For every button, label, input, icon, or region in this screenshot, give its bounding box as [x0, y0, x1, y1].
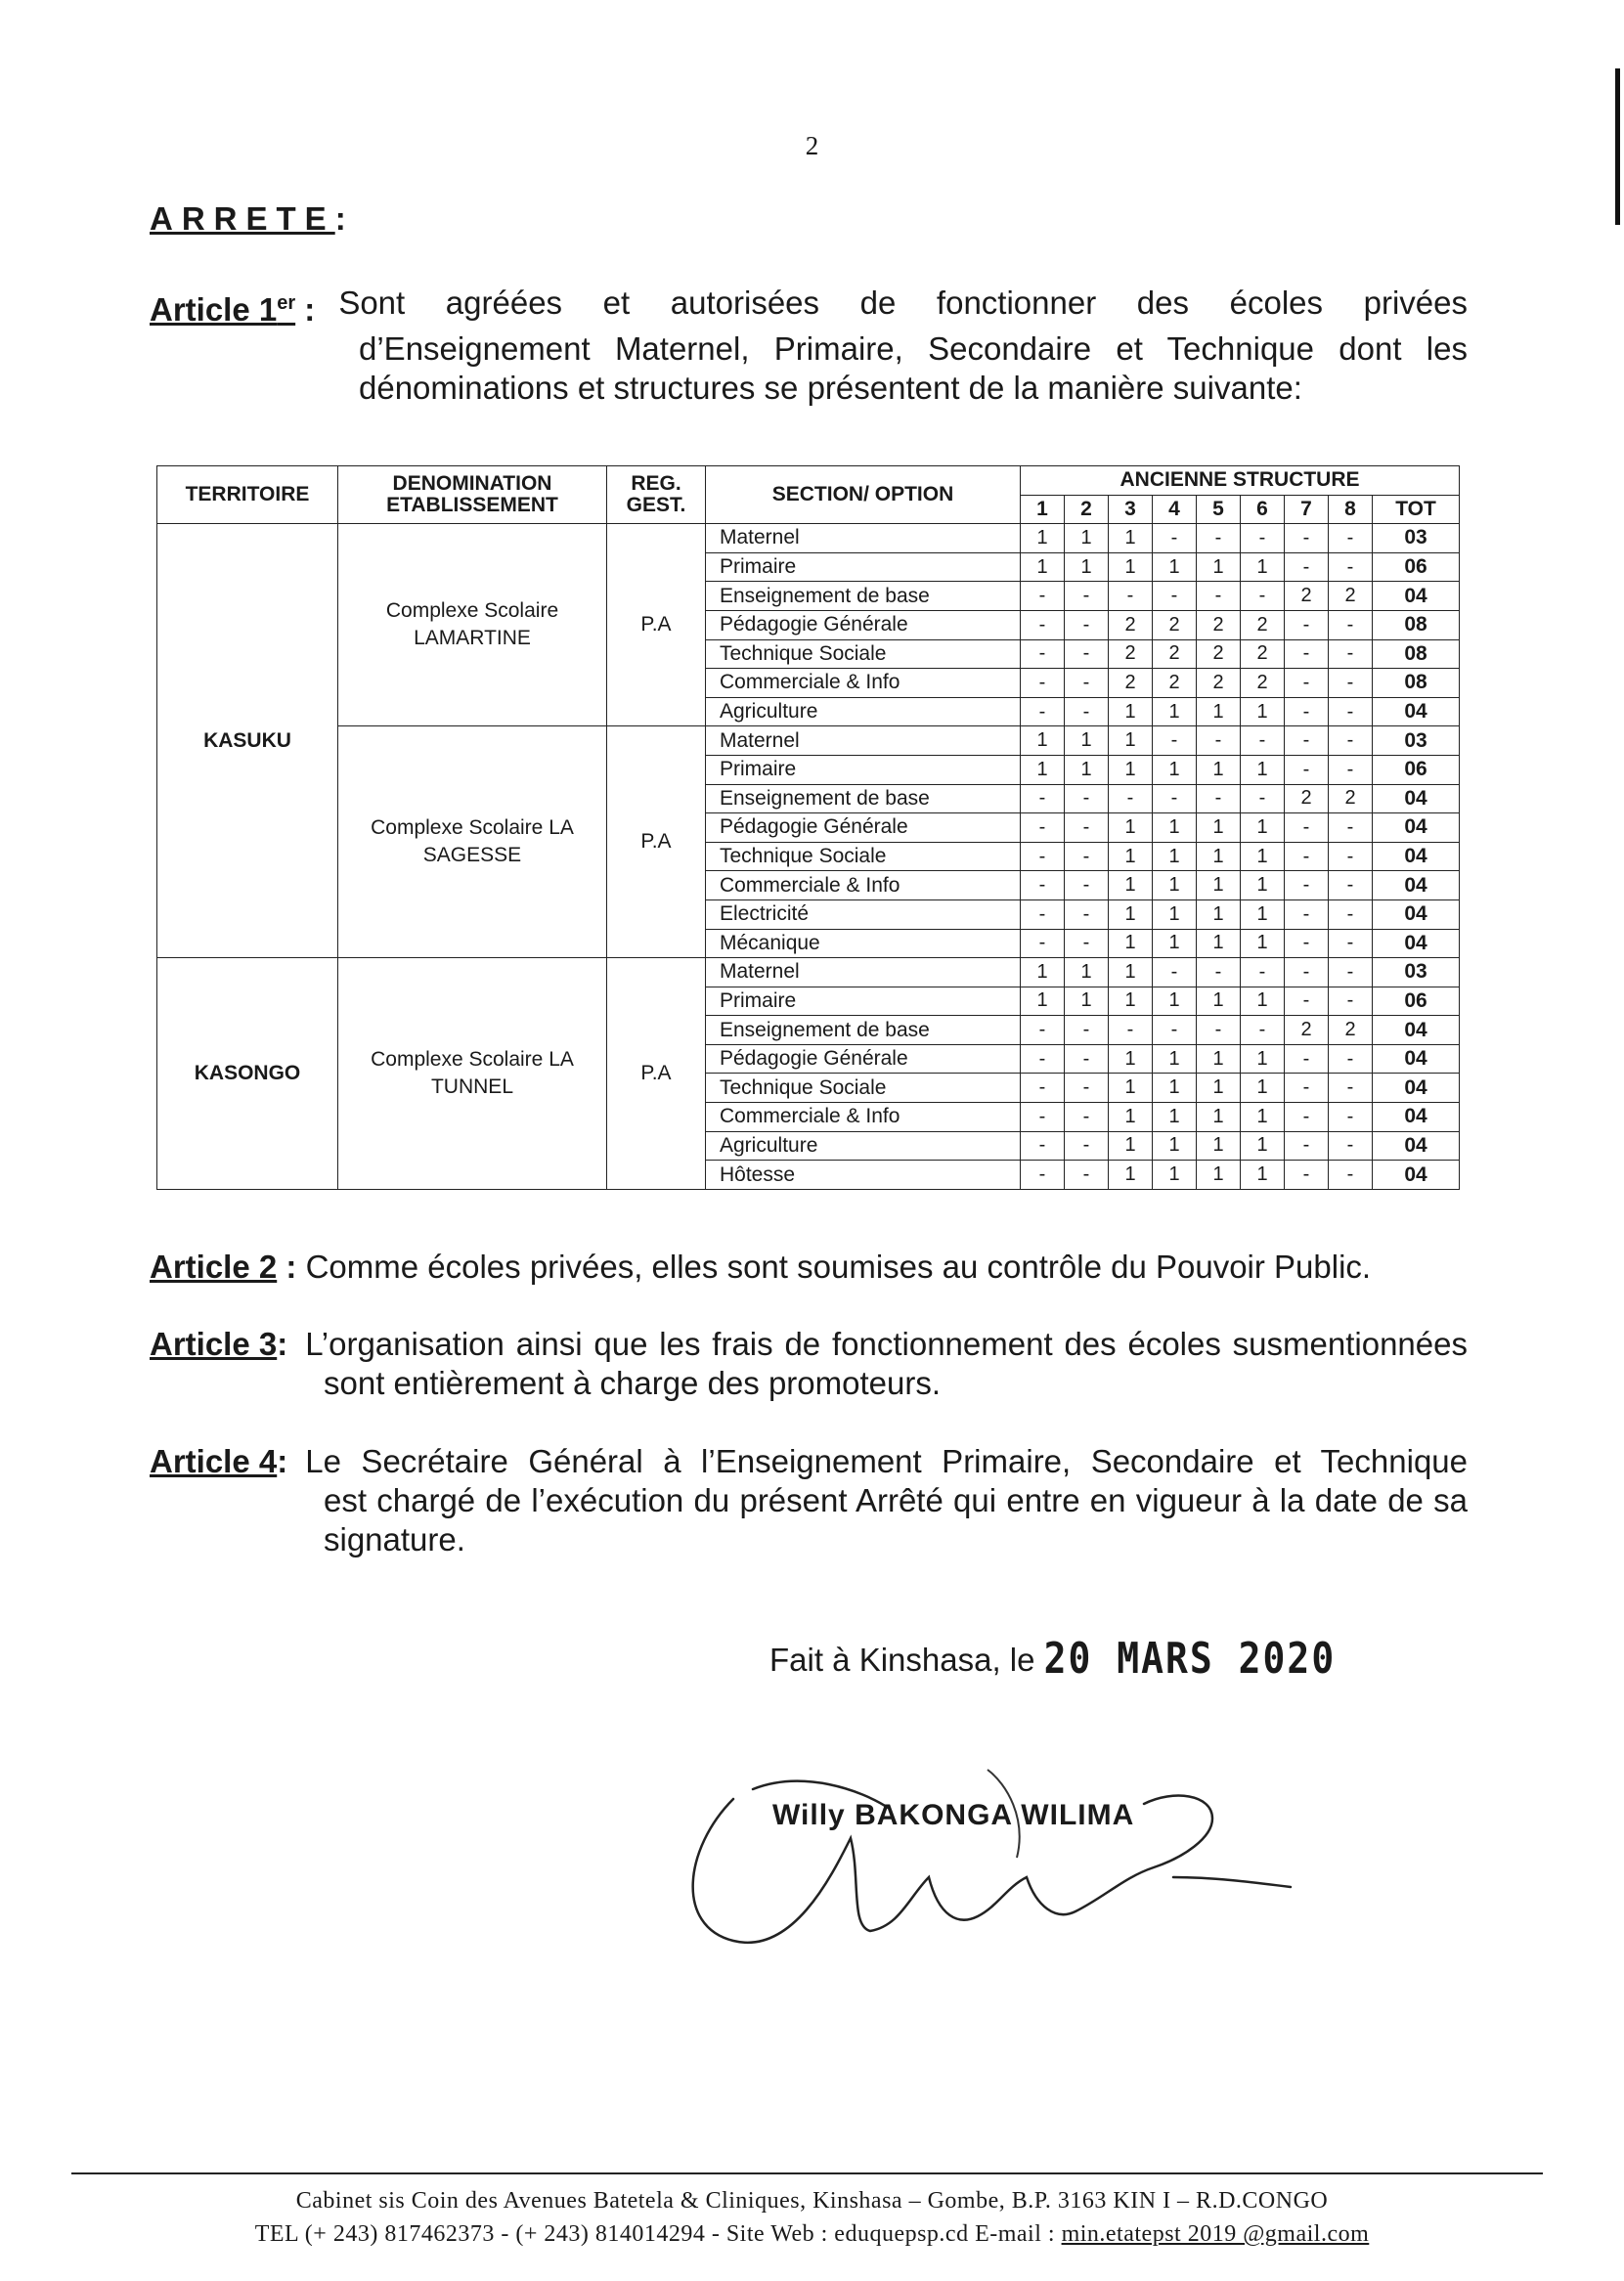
structure-cell-7: - [1285, 1103, 1329, 1132]
structure-cell-7: - [1285, 726, 1329, 756]
structure-cell-5: 1 [1197, 1131, 1241, 1161]
structure-table [156, 465, 1460, 1190]
structure-cell-4: - [1153, 1016, 1197, 1045]
section-option-cell: Maternel [706, 524, 1021, 553]
header-col-7: 7 [1285, 495, 1329, 524]
structure-cell-3: 1 [1109, 524, 1153, 553]
section-option-cell: Enseignement de base [706, 784, 1021, 813]
structure-cell-2: - [1065, 1016, 1109, 1045]
structure-cell-4: 1 [1153, 899, 1197, 929]
structure-cell-1: 1 [1021, 755, 1065, 784]
table-body [157, 524, 1460, 1190]
structure-cell-3: 1 [1109, 552, 1153, 582]
structure-cell-5: 1 [1197, 1044, 1241, 1074]
structure-cell-5: 2 [1197, 610, 1241, 639]
structure-cell-5: - [1197, 784, 1241, 813]
structure-cell-4: - [1153, 784, 1197, 813]
structure-cell-2: - [1065, 842, 1109, 871]
structure-cell-4: 1 [1153, 929, 1197, 958]
structure-cell-5: 1 [1197, 552, 1241, 582]
structure-cell-7: - [1285, 899, 1329, 929]
structure-cell-6: - [1241, 958, 1285, 987]
header-col-4: 4 [1153, 495, 1197, 524]
structure-cell-5: - [1197, 726, 1241, 756]
article-3-label: Article 3 [150, 1326, 278, 1362]
structure-cell-3: 1 [1109, 697, 1153, 726]
section-option-cell: Pédagogie Générale [706, 610, 1021, 639]
structure-cell-8: - [1329, 639, 1373, 669]
structure-cell-5: - [1197, 582, 1241, 611]
section-option-cell: Pédagogie Générale [706, 813, 1021, 843]
structure-cell-8: - [1329, 1044, 1373, 1074]
arrete-heading-colon: : [334, 200, 355, 237]
structure-cell-7: - [1285, 697, 1329, 726]
article-4-text: est chargé de l’exécution du présent Arrêté qui entre en vigueur à la date de sa signature. [324, 1482, 1468, 1557]
structure-cell-3: 1 [1109, 958, 1153, 987]
total-cell: 04 [1373, 871, 1460, 900]
structure-cell-6: 1 [1241, 1131, 1285, 1161]
section-option-cell: Hôtesse [706, 1161, 1021, 1190]
structure-cell-5: 1 [1197, 813, 1241, 843]
section-option-cell: Commerciale & Info [706, 871, 1021, 900]
structure-cell-6: 2 [1241, 610, 1285, 639]
footer-email-link[interactable]: min.etatepst 2019 @gmail.com [1061, 2221, 1370, 2247]
structure-cell-6: 2 [1241, 669, 1285, 698]
section-option-cell: Mécanique [706, 929, 1021, 958]
structure-cell-8: - [1329, 552, 1373, 582]
header-col-6: 6 [1241, 495, 1285, 524]
structure-cell-5: 1 [1197, 1074, 1241, 1103]
structure-cell-1: 1 [1021, 552, 1065, 582]
structure-cell-3: 2 [1109, 669, 1153, 698]
article-2-label: Article 2 [150, 1249, 278, 1285]
total-cell: 08 [1373, 610, 1460, 639]
structure-cell-8: - [1329, 929, 1373, 958]
article-4 [150, 1442, 1468, 1559]
total-cell: 04 [1373, 1074, 1460, 1103]
article-2-text: Comme écoles privées, elles sont soumises au contrôle du Pouvoir Public. [305, 1249, 1372, 1285]
structure-cell-2: - [1065, 610, 1109, 639]
section-option-cell: Maternel [706, 958, 1021, 987]
structure-cell-7: - [1285, 552, 1329, 582]
structure-cell-1: 1 [1021, 958, 1065, 987]
structure-cell-4: - [1153, 524, 1197, 553]
structure-cell-5: - [1197, 524, 1241, 553]
structure-cell-3: 1 [1109, 929, 1153, 958]
structure-cell-8: - [1329, 1131, 1373, 1161]
footer-address: Cabinet sis Coin des Avenues Batetela & Cliniques, Kinshasa – Gombe, B.P. 3163 KIN I – R.D.CONGO [295, 2188, 1329, 2214]
total-cell: 08 [1373, 639, 1460, 669]
arrete-heading-text: ARRETE [150, 200, 335, 237]
table-row [157, 958, 1460, 987]
total-cell: 04 [1373, 899, 1460, 929]
structure-cell-7: - [1285, 669, 1329, 698]
section-option-cell: Technique Sociale [706, 842, 1021, 871]
territory-cell: KASUKU [157, 524, 338, 958]
structure-cell-1: - [1021, 1044, 1065, 1074]
structure-cell-6: - [1241, 582, 1285, 611]
header-denomination: DENOMINATION ETABLISSEMENT [338, 466, 607, 524]
structure-cell-7: - [1285, 813, 1329, 843]
structure-cell-4: 1 [1153, 1131, 1197, 1161]
structure-cell-6: 1 [1241, 755, 1285, 784]
structure-cell-4: 1 [1153, 813, 1197, 843]
structure-cell-7: - [1285, 1044, 1329, 1074]
section-option-cell: Commerciale & Info [706, 1103, 1021, 1132]
structure-cell-4: 1 [1153, 987, 1197, 1016]
structure-cell-7: - [1285, 1131, 1329, 1161]
structure-cell-5: 1 [1197, 987, 1241, 1016]
structure-cell-2: - [1065, 639, 1109, 669]
page-number: 2 [805, 131, 819, 160]
structure-cell-1: - [1021, 669, 1065, 698]
reg-gest-cell: P.A [607, 726, 706, 958]
footer-contacts-text: TEL (+ 243) 817462373 - (+ 243) 814014294 - Site Web : eduquepsp.cd E-mail : [254, 2221, 1056, 2247]
section-option-cell: Primaire [706, 755, 1021, 784]
section-option-cell: Primaire [706, 552, 1021, 582]
structure-cell-3: 1 [1109, 1103, 1153, 1132]
signatory-name: Willy BAKONGA WILIMA [772, 1799, 1135, 1831]
section-option-cell: Enseignement de base [706, 1016, 1021, 1045]
structure-cell-4: 1 [1153, 697, 1197, 726]
article-3 [150, 1325, 1468, 1403]
structure-cell-2: - [1065, 669, 1109, 698]
structure-cell-8: - [1329, 842, 1373, 871]
structure-cell-4: 2 [1153, 639, 1197, 669]
total-cell: 04 [1373, 813, 1460, 843]
structure-cell-4: 2 [1153, 610, 1197, 639]
structure-cell-3: 1 [1109, 871, 1153, 900]
structure-cell-8: - [1329, 813, 1373, 843]
total-cell: 04 [1373, 842, 1460, 871]
structure-cell-3: 1 [1109, 726, 1153, 756]
total-cell: 04 [1373, 1131, 1460, 1161]
structure-cell-6: 1 [1241, 1074, 1285, 1103]
structure-cell-6: - [1241, 784, 1285, 813]
structure-cell-8: - [1329, 610, 1373, 639]
fait-a-line [769, 1633, 1337, 1684]
total-cell: 04 [1373, 582, 1460, 611]
structure-cell-1: - [1021, 1161, 1065, 1190]
structure-cell-8: - [1329, 755, 1373, 784]
structure-cell-3: 1 [1109, 1074, 1153, 1103]
structure-cell-1: - [1021, 842, 1065, 871]
footer-contacts [0, 2221, 1624, 2248]
reg-gest-cell: P.A [607, 524, 706, 726]
structure-cell-4: 1 [1153, 842, 1197, 871]
structure-cell-5: - [1197, 1016, 1241, 1045]
structure-cell-8: - [1329, 697, 1373, 726]
structure-cell-5: 2 [1197, 639, 1241, 669]
structure-cell-6: 2 [1241, 639, 1285, 669]
section-option-cell: Technique Sociale [706, 1074, 1021, 1103]
structure-cell-6: 1 [1241, 871, 1285, 900]
header-col-8: 8 [1329, 495, 1373, 524]
structure-cell-6: 1 [1241, 1103, 1285, 1132]
structure-cell-6: - [1241, 1016, 1285, 1045]
total-cell: 06 [1373, 987, 1460, 1016]
structure-cell-7: - [1285, 842, 1329, 871]
structure-cell-1: - [1021, 899, 1065, 929]
header-col-2: 2 [1065, 495, 1109, 524]
structure-cell-5: 1 [1197, 929, 1241, 958]
structure-cell-8: - [1329, 524, 1373, 553]
structure-cell-6: 1 [1241, 842, 1285, 871]
arrete-heading [150, 200, 355, 238]
header-col-3: 3 [1109, 495, 1153, 524]
structure-cell-1: - [1021, 582, 1065, 611]
structure-cell-8: - [1329, 987, 1373, 1016]
structure-cell-1: - [1021, 697, 1065, 726]
school-name-cell: Complexe Scolaire LA TUNNEL [338, 958, 607, 1190]
total-cell: 03 [1373, 524, 1460, 553]
header-col-tot: TOT [1373, 495, 1460, 524]
footer-divider [71, 2172, 1543, 2174]
structure-cell-3: 1 [1109, 1131, 1153, 1161]
section-option-cell: Electricité [706, 899, 1021, 929]
article-1 [150, 284, 1468, 408]
header-territoire: TERRITOIRE [157, 466, 338, 524]
structure-cell-3: 1 [1109, 813, 1153, 843]
structure-cell-4: 2 [1153, 669, 1197, 698]
structure-cell-2: - [1065, 1044, 1109, 1074]
structure-cell-8: - [1329, 958, 1373, 987]
article-1-colon: : [295, 291, 316, 328]
total-cell: 04 [1373, 1016, 1460, 1045]
structure-cell-2: - [1065, 1103, 1109, 1132]
structure-cell-1: - [1021, 871, 1065, 900]
article-3-text: sont entièrement à charge des promoteurs. [324, 1365, 942, 1401]
structure-cell-2: 1 [1065, 958, 1109, 987]
structure-cell-2: - [1065, 871, 1109, 900]
structure-cell-4: 1 [1153, 1103, 1197, 1132]
section-option-cell: Agriculture [706, 1131, 1021, 1161]
header-col-1: 1 [1021, 495, 1065, 524]
structure-cell-2: - [1065, 1131, 1109, 1161]
structure-cell-1: - [1021, 610, 1065, 639]
structure-cell-1: - [1021, 1103, 1065, 1132]
structure-cell-2: 1 [1065, 987, 1109, 1016]
section-option-cell: Primaire [706, 987, 1021, 1016]
structure-cell-1: 1 [1021, 987, 1065, 1016]
structure-cell-1: 1 [1021, 726, 1065, 756]
structure-cell-7: - [1285, 755, 1329, 784]
structure-cell-8: - [1329, 899, 1373, 929]
total-cell: 04 [1373, 1161, 1460, 1190]
date-stamp: 20 MARS 2020 [1043, 1633, 1337, 1684]
structure-cell-3: 1 [1109, 842, 1153, 871]
structure-cell-1: - [1021, 1074, 1065, 1103]
total-cell: 04 [1373, 929, 1460, 958]
structure-cell-7: 2 [1285, 582, 1329, 611]
structure-cell-8: - [1329, 669, 1373, 698]
article-2 [150, 1248, 1468, 1287]
structure-cell-5: 1 [1197, 697, 1241, 726]
structure-cell-3: 1 [1109, 899, 1153, 929]
structure-cell-4: 1 [1153, 755, 1197, 784]
structure-cell-2: - [1065, 899, 1109, 929]
article-4-first-line: Le Secrétaire Général à l’Enseignement Primaire, Secondaire et Technique [305, 1443, 1468, 1479]
structure-cell-4: 1 [1153, 552, 1197, 582]
section-option-cell: Technique Sociale [706, 639, 1021, 669]
article-4-colon: : [277, 1443, 288, 1479]
article-1-label: Article 1er [150, 291, 296, 328]
structure-cell-7: - [1285, 987, 1329, 1016]
structure-cell-6: 1 [1241, 929, 1285, 958]
structure-cell-8: - [1329, 1074, 1373, 1103]
structure-cell-2: - [1065, 784, 1109, 813]
structure-cell-3: 1 [1109, 1161, 1153, 1190]
structure-cell-3: 1 [1109, 1044, 1153, 1074]
section-option-cell: Enseignement de base [706, 582, 1021, 611]
table-row [157, 726, 1460, 756]
structure-cell-3: 1 [1109, 755, 1153, 784]
header-reg-gest: REG. GEST. [607, 466, 706, 524]
total-cell: 03 [1373, 726, 1460, 756]
header-section-option: SECTION/ OPTION [706, 466, 1021, 524]
structure-cell-4: - [1153, 726, 1197, 756]
structure-cell-5: 1 [1197, 899, 1241, 929]
structure-cell-8: 2 [1329, 1016, 1373, 1045]
structure-cell-2: - [1065, 697, 1109, 726]
structure-cell-7: 2 [1285, 784, 1329, 813]
article-1-first-line: Sont agréées et autorisées de fonctionner des écoles privées [338, 285, 1468, 321]
structure-cell-4: 1 [1153, 871, 1197, 900]
structure-cell-2: 1 [1065, 552, 1109, 582]
structure-cell-1: - [1021, 639, 1065, 669]
structure-cell-5: 1 [1197, 842, 1241, 871]
structure-cell-6: 1 [1241, 987, 1285, 1016]
total-cell: 04 [1373, 784, 1460, 813]
structure-cell-1: - [1021, 813, 1065, 843]
structure-cell-1: 1 [1021, 524, 1065, 553]
structure-cell-4: 1 [1153, 1074, 1197, 1103]
structure-cell-3: 2 [1109, 639, 1153, 669]
structure-cell-7: - [1285, 524, 1329, 553]
structure-cell-5: 2 [1197, 669, 1241, 698]
structure-cell-5: 1 [1197, 755, 1241, 784]
structure-cell-7: - [1285, 871, 1329, 900]
structure-cell-8: - [1329, 1103, 1373, 1132]
article-3-first-line: L’organisation ainsi que les frais de fonctionnement des écoles susmentionnées [305, 1326, 1468, 1362]
article-2-colon: : [277, 1249, 297, 1285]
structure-cell-1: - [1021, 1131, 1065, 1161]
structure-cell-2: - [1065, 1074, 1109, 1103]
total-cell: 06 [1373, 755, 1460, 784]
structure-cell-6: - [1241, 524, 1285, 553]
structure-cell-7: - [1285, 1074, 1329, 1103]
structure-cell-4: 1 [1153, 1161, 1197, 1190]
structure-cell-8: - [1329, 1161, 1373, 1190]
structure-cell-6: 1 [1241, 813, 1285, 843]
structure-cell-3: - [1109, 582, 1153, 611]
school-name-cell: Complexe Scolaire LA SAGESSE [338, 726, 607, 958]
structure-cell-6: - [1241, 726, 1285, 756]
header-col-5: 5 [1197, 495, 1241, 524]
structure-cell-7: - [1285, 1161, 1329, 1190]
structure-cell-2: 1 [1065, 726, 1109, 756]
structure-cell-1: - [1021, 929, 1065, 958]
handwritten-signature [665, 1731, 1349, 1985]
structure-cell-3: 2 [1109, 610, 1153, 639]
structure-cell-6: 1 [1241, 1161, 1285, 1190]
table-header [157, 466, 1460, 524]
structure-cell-4: 1 [1153, 1044, 1197, 1074]
structure-cell-5: - [1197, 958, 1241, 987]
structure-cell-7: - [1285, 929, 1329, 958]
structure-cell-4: - [1153, 958, 1197, 987]
structure-cell-7: 2 [1285, 1016, 1329, 1045]
section-option-cell: Maternel [706, 726, 1021, 756]
structure-cell-3: 1 [1109, 987, 1153, 1016]
structure-cell-5: 1 [1197, 1161, 1241, 1190]
structure-cell-8: - [1329, 726, 1373, 756]
total-cell: 06 [1373, 552, 1460, 582]
structure-cell-1: - [1021, 784, 1065, 813]
structure-cell-8: 2 [1329, 582, 1373, 611]
structure-cell-2: - [1065, 582, 1109, 611]
article-1-text: d’Enseignement Maternel, Primaire, Secondaire et Technique dont les dénominations et structures se présentent de la manière suivante: [359, 330, 1468, 406]
section-option-cell: Commerciale & Info [706, 669, 1021, 698]
fait-a-text: Fait à Kinshasa, le [769, 1642, 1035, 1678]
table-row [157, 524, 1460, 553]
structure-cell-6: 1 [1241, 1044, 1285, 1074]
reg-gest-cell: P.A [607, 958, 706, 1190]
structure-cell-4: - [1153, 582, 1197, 611]
structure-cell-1: - [1021, 1016, 1065, 1045]
structure-cell-8: - [1329, 871, 1373, 900]
section-option-cell: Pédagogie Générale [706, 1044, 1021, 1074]
structure-cell-2: 1 [1065, 755, 1109, 784]
header-ancienne-structure: ANCIENNE STRUCTURE [1021, 466, 1460, 496]
total-cell: 04 [1373, 697, 1460, 726]
structure-cell-2: - [1065, 1161, 1109, 1190]
structure-cell-7: - [1285, 639, 1329, 669]
total-cell: 04 [1373, 1044, 1460, 1074]
structure-cell-8: 2 [1329, 784, 1373, 813]
structure-cell-2: - [1065, 929, 1109, 958]
structure-cell-6: 1 [1241, 899, 1285, 929]
structure-cell-3: - [1109, 784, 1153, 813]
structure-cell-2: 1 [1065, 524, 1109, 553]
territory-cell: KASONGO [157, 958, 338, 1190]
structure-cell-5: 1 [1197, 1103, 1241, 1132]
structure-cell-7: - [1285, 958, 1329, 987]
total-cell: 03 [1373, 958, 1460, 987]
total-cell: 08 [1373, 669, 1460, 698]
structure-cell-6: 1 [1241, 552, 1285, 582]
article-3-colon: : [277, 1326, 288, 1362]
structure-cell-3: - [1109, 1016, 1153, 1045]
school-name-cell: Complexe Scolaire LAMARTINE [338, 524, 607, 726]
structure-cell-7: - [1285, 610, 1329, 639]
section-option-cell: Agriculture [706, 697, 1021, 726]
structure-cell-6: 1 [1241, 697, 1285, 726]
structure-cell-2: - [1065, 813, 1109, 843]
structure-cell-5: 1 [1197, 871, 1241, 900]
article-4-label: Article 4 [150, 1443, 278, 1479]
total-cell: 04 [1373, 1103, 1460, 1132]
